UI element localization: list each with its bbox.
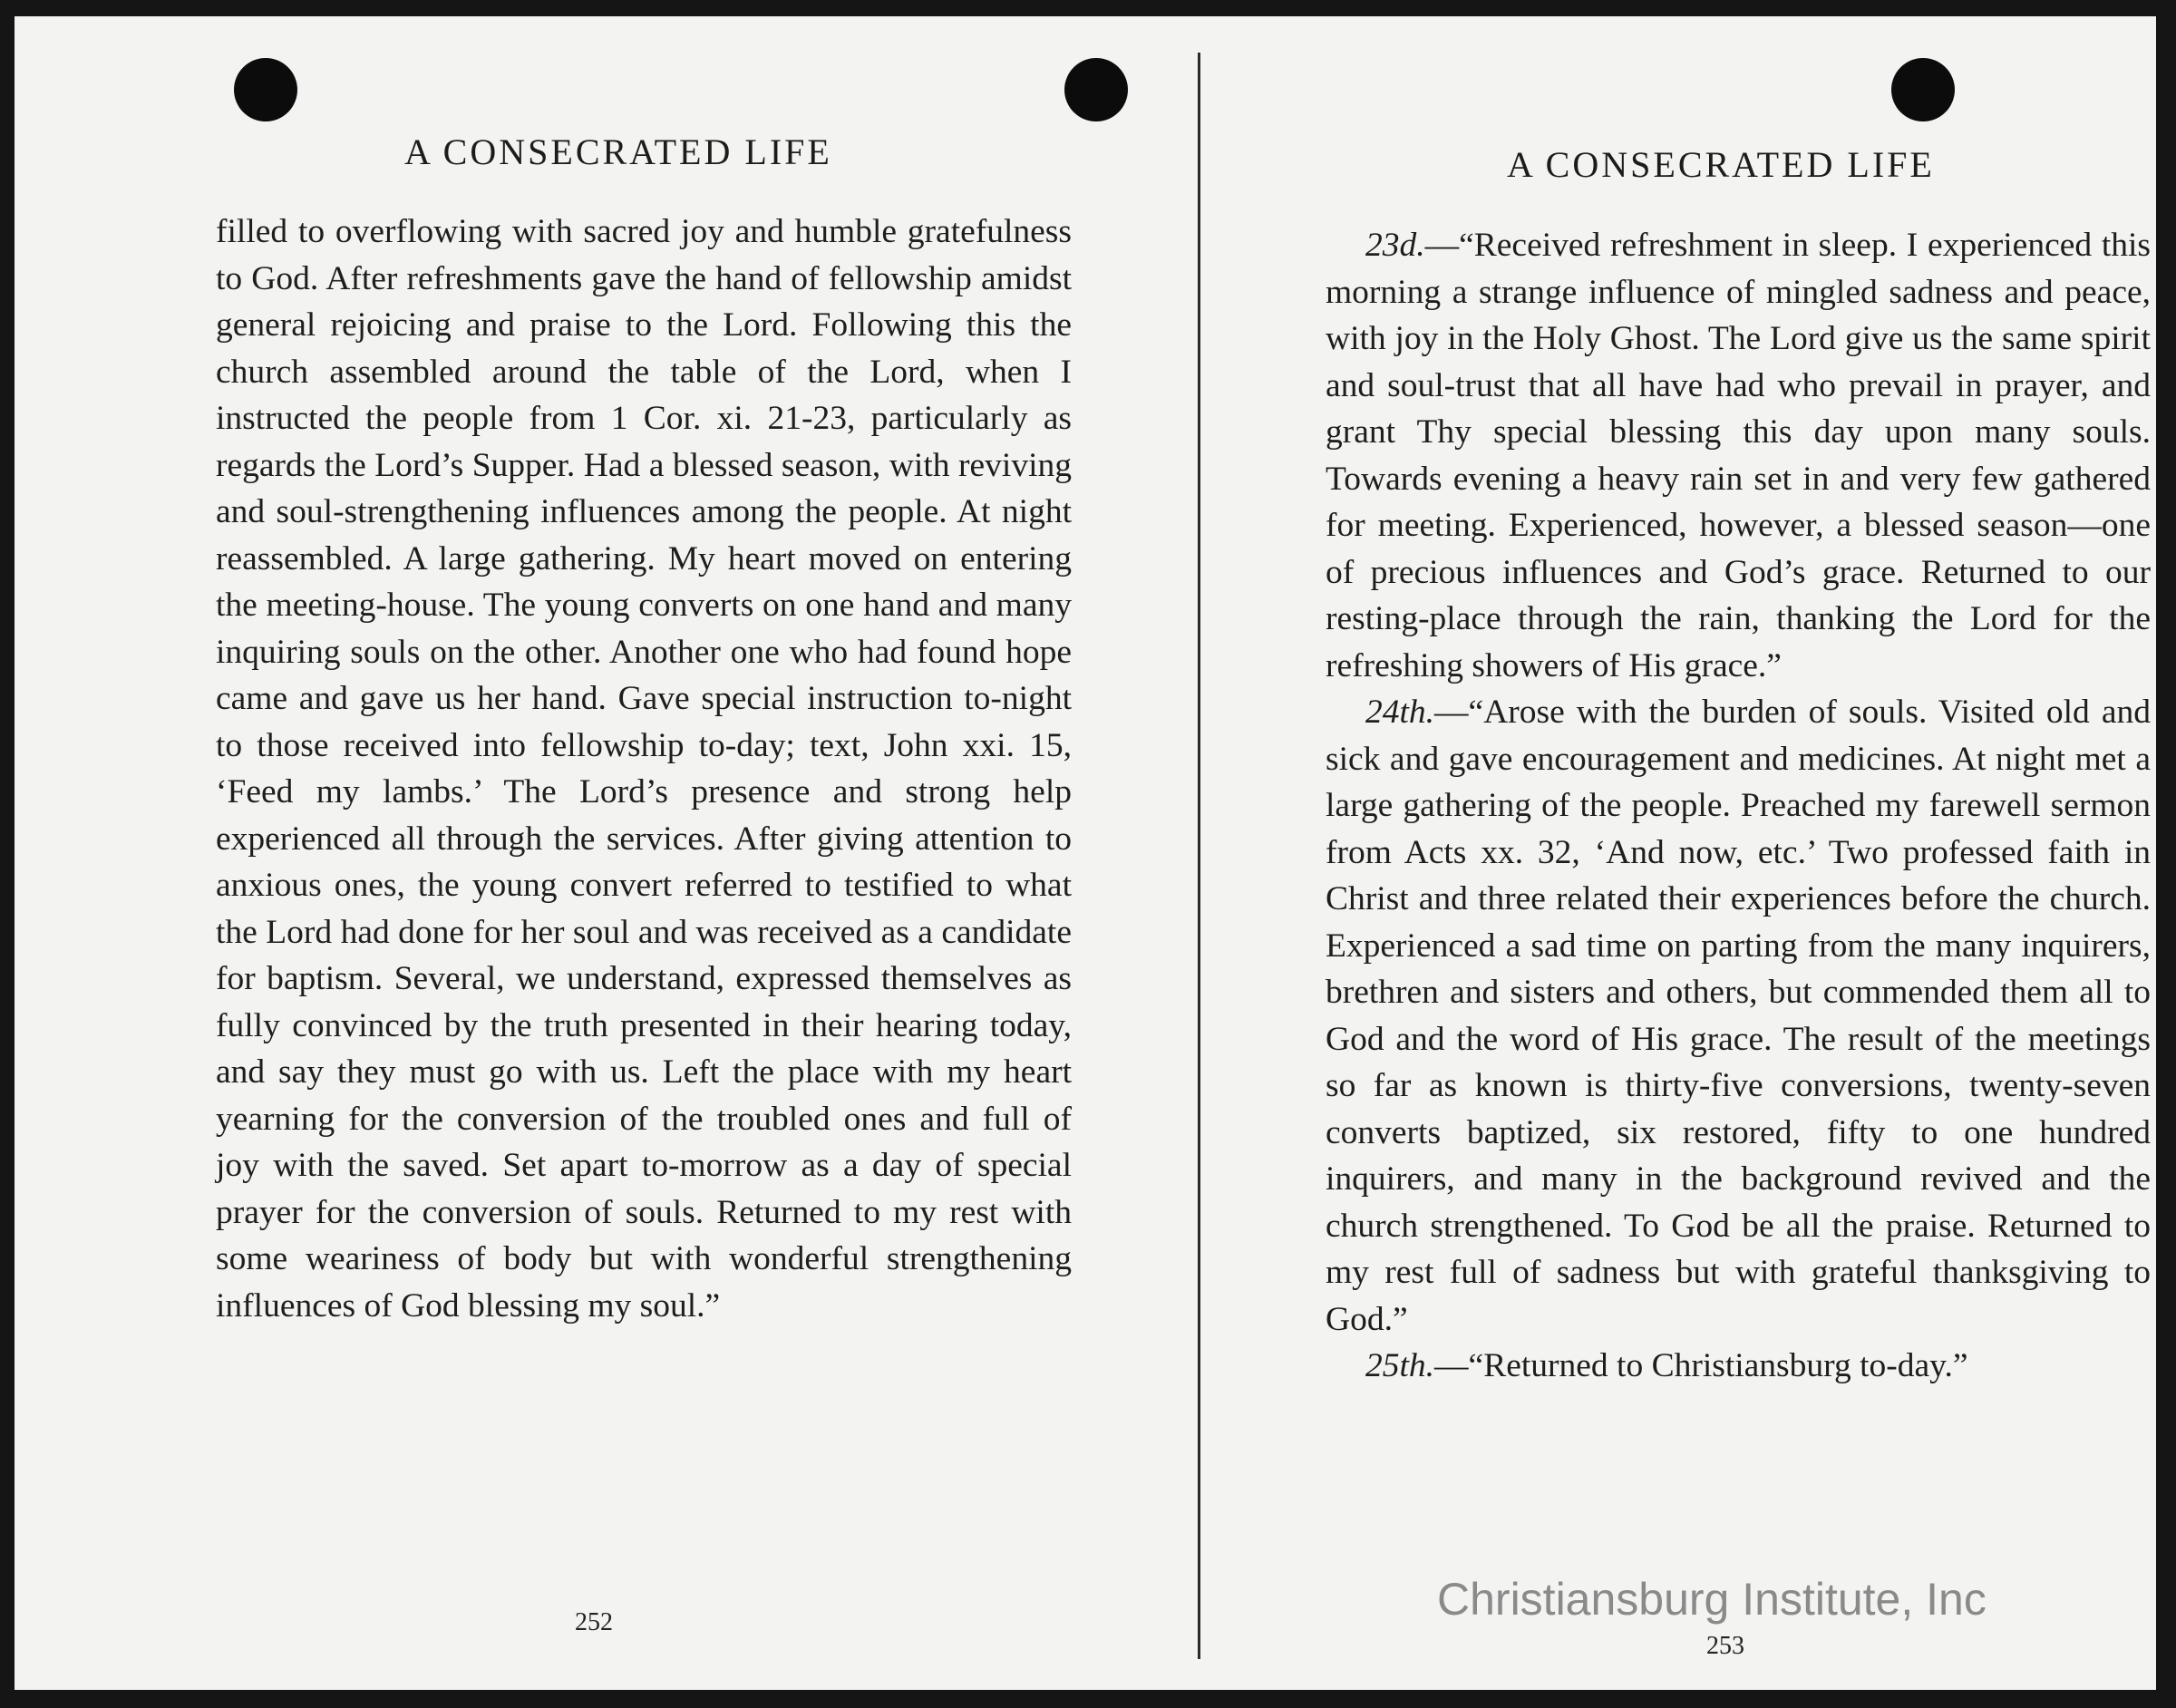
entry-text: —“Arose with the burden of souls. Visited old and sick and gave encouragement and medicines. At night met a large gathering of the people. Preached my farewell sermon from Acts xx. 32, ‘And now, etc.’ Two professed faith in Christ and three related their experiences before the church. Experienced a sad time on parting from the many inquirers, brethren and sisters and others, but commended them all to God and the word of His grace. The result of the meetings so far as known is thirty-five conversions, twenty-seven converts baptized, six restored, fifty to one hundred inquirers, and many in the background revived and the church strengthened. To God be all the praise. Returned to my rest full of sadness but with grateful thanksgiving to God.” bbox=[1326, 694, 2151, 1338]
running-head-left: A CONSECRATED LIFE bbox=[404, 131, 832, 172]
entry-text: —“Returned to Christiansburg to-day.” bbox=[1434, 1347, 1968, 1384]
diary-entry bbox=[1326, 222, 2151, 689]
running-head-right: A CONSECRATED LIFE bbox=[1507, 144, 1935, 185]
entry-date: 25th. bbox=[1365, 1347, 1435, 1384]
entry-date: 24th. bbox=[1365, 694, 1435, 731]
diary-entry bbox=[1326, 689, 2151, 1343]
left-page bbox=[15, 16, 1198, 1690]
page-number-left: 252 bbox=[575, 1608, 613, 1636]
right-page bbox=[1200, 16, 2156, 1690]
book-spread bbox=[15, 16, 2156, 1690]
right-page-body bbox=[1326, 222, 2151, 1390]
page-number-right: 253 bbox=[1706, 1632, 1744, 1660]
watermark: Christiansburg Institute, Inc bbox=[1437, 1574, 1987, 1625]
diary-entry bbox=[1326, 1343, 2151, 1390]
entry-text: —“Received refreshment in sleep. I experienced this morning a strange influence of mingled sadness and peace, with joy in the Holy Ghost. The Lord give us the same spirit and soul-trust that all have had who prevail in prayer, and grant Thy special blessing this day upon many souls. Towards evening a heavy rain set in and very few gathered for meeting. Experienced, however, a blessed season—one of precious influences and God’s grace. Returned to our resting-place through the rain, thanking the Lord for the refreshing showers of His grace.” bbox=[1326, 227, 2151, 684]
left-page-body bbox=[216, 209, 1072, 1329]
left-paragraph: filled to overflowing with sacred joy and humble gratefulness to God. After refreshments gave the hand of fellowship amidst general rejoicing and praise to the Lord. Following this the church assembled around the table of the Lord, when I instructed the people from 1 Cor. xi. 21-23, particularly as regards the Lord’s Supper. Had a blessed season, with reviving and soul-strengthening influences among the people. At night reassembled. A large gathering. My heart moved on entering the meeting-house. The young converts on one hand and many inquiring souls on the other. Another one who had found hope came and gave us her hand. Gave special instruction to-night to those received into fellowship to-day; text, John xxi. 15, ‘Feed my lambs.’ The Lord’s presence and strong help experienced all through the services. After giving attention to anxious ones, the young convert referred to testified to what the Lord had done for her soul and was received as a candidate for baptism. Several, we understand, expressed themselves as fully convinced by the truth presented in their hearing today, and say they must go with us. Left the place with my heart yearning for the conversion of the troubled ones and full of joy with the saved. Set apart to-morrow as a day of special prayer for the conversion of souls. Returned to my rest with some weariness of body but with wonderful strengthening influences of God blessing my soul.” bbox=[216, 213, 1072, 1325]
entry-date: 23d. bbox=[1365, 227, 1425, 264]
